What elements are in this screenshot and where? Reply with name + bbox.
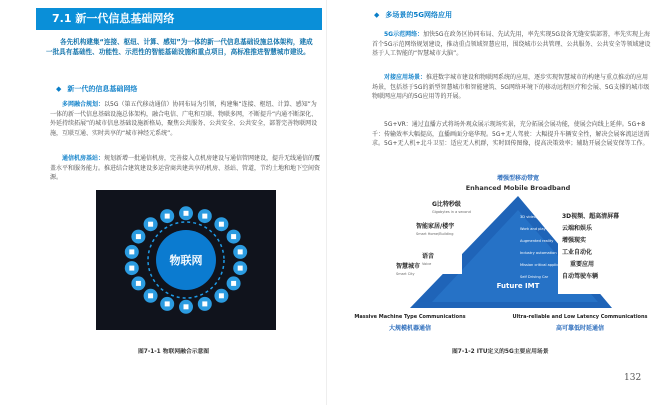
paragraph-station bbox=[50, 154, 322, 183]
iot-node-glyph-icon bbox=[202, 214, 207, 219]
label-rc5: 重要应用 bbox=[570, 261, 595, 268]
label-r6: Self Driving Car bbox=[520, 275, 549, 279]
iot-center-label: 物联网 bbox=[169, 254, 203, 267]
label-r3: Augmented reality bbox=[520, 239, 554, 243]
iot-node-glyph-icon bbox=[231, 234, 236, 239]
intro-paragraph: 各先机构建集“连接、枢纽、计算、感知”为一体的新一代信息基础设施总体架构，建成一批具有基础性、功能性、示范性的智能基础设施和重点项目，高标准推进智慧城市建设。 bbox=[46, 38, 313, 56]
fig-top-en: Enhanced Mobile Broadband bbox=[465, 184, 571, 192]
iot-node-glyph-icon bbox=[148, 222, 153, 227]
keyword-5g-demo: 5G示范网络： bbox=[384, 31, 424, 38]
subhead-network-label: 新一代的信息基础网络 bbox=[67, 85, 138, 93]
label-voice-sub: Voice bbox=[422, 262, 432, 266]
iot-node-glyph-icon bbox=[129, 249, 134, 254]
label-rc6: 自动驾驶车辆 bbox=[562, 273, 599, 280]
iot-node-glyph-icon bbox=[165, 214, 170, 219]
figure-caption-left: 图7-1-1 物联网融合示意图 bbox=[138, 349, 210, 355]
right-column bbox=[330, 0, 657, 405]
page-divider bbox=[326, 0, 327, 405]
label-r2: Work and play in the cloud bbox=[520, 227, 569, 231]
paragraph-scenarios bbox=[372, 73, 652, 102]
text-scenarios: 推进数字城市建设和物联网系统的应用，逐步实现智慧城市的构建与重点推动的应用场景，包括基于5G的新型智慧城市和智能建筑、5G网络环境下的移动远程医疗和会展、5G支撑的城市级物联网应用内的5G应用等的开展。 bbox=[372, 74, 650, 100]
section-title: 7.1 新一代信息基础网络 bbox=[36, 8, 322, 30]
label-future-imt: Future IMT bbox=[496, 282, 540, 290]
label-voice: 语音 bbox=[422, 253, 435, 260]
iot-node-glyph-icon bbox=[238, 266, 243, 271]
label-bl-cn: 大规模机器通信 bbox=[388, 325, 432, 332]
label-r4: Industry automation bbox=[520, 251, 557, 255]
label-home-sub: Smart Home/Building bbox=[416, 232, 454, 236]
label-rc2: 云端和娱乐 bbox=[562, 225, 593, 232]
keyword-multinetwork: 多网融合规划： bbox=[62, 101, 105, 108]
iot-diagram bbox=[96, 190, 276, 330]
label-r1: 3D video, UHD screens bbox=[520, 215, 562, 219]
page-number: 132 bbox=[624, 373, 642, 383]
label-city: 智慧城市 bbox=[396, 263, 421, 270]
iot-figure bbox=[96, 190, 276, 330]
text-station: 规划新增一批通信机房，完善接入点机房建设与通信管网建设，提升无线通信的覆盖水平和服务能力。推进结合建筑建设多运营商共建共享的机房、基站、管道，节约土地和地下空间资源。 bbox=[50, 155, 321, 181]
label-rc3: 增强现实 bbox=[562, 237, 587, 244]
iot-node-glyph-icon bbox=[129, 266, 134, 271]
subhead-network bbox=[56, 84, 137, 94]
label-br-cn: 高可靠低时延通信 bbox=[555, 325, 605, 332]
iot-node-glyph-icon bbox=[136, 281, 141, 286]
iot-node-glyph-icon bbox=[148, 293, 153, 298]
label-home: 智能家居/楼宇 bbox=[416, 223, 455, 230]
label-gb-sub: Gigabytes in a second bbox=[432, 210, 471, 214]
label-gb: G比特秒级 bbox=[432, 201, 461, 208]
iot-node-glyph-icon bbox=[136, 234, 141, 239]
iot-node-glyph-icon bbox=[202, 301, 207, 306]
paragraph-5g-vr: 5G+VR：通过直播方式将场外观众展示现场实景，充分拓展会展功能，使展会向线上延伸。5G+8千：传输效率大幅提高，直播画面分毫华现。5G+无人驾驶：大幅提升车辆安全性，解决会展客流运送需求。5G+无人机+北斗卫星：适应无人机群，实时回传图像，提高决策效率；辅助开展会展安保等工作。 bbox=[372, 121, 650, 147]
label-br-en: Ultra-reliable and Low Latency Communications bbox=[512, 314, 648, 320]
subhead-5g-label: 多场景的5G网络应用 bbox=[385, 11, 453, 19]
label-bl-en: Massive Machine Type Communications bbox=[354, 314, 466, 320]
diamond-bullet-icon: ◆ bbox=[56, 85, 62, 93]
iot-node-glyph-icon bbox=[184, 211, 189, 216]
subhead-5g bbox=[374, 10, 452, 20]
itu-5g-diagram bbox=[354, 170, 648, 340]
label-r5: Mission critical application bbox=[520, 263, 568, 267]
keyword-station: 通信机房基站： bbox=[62, 155, 105, 162]
keyword-scenarios: 对接应用场景： bbox=[384, 74, 427, 81]
paragraph-multinetwork bbox=[50, 100, 322, 138]
text-5g-demo: 加快5G在政务区协同布局、先试先用，率先实现5G设备无缝安装部署，率先实现上海首个5G示范网络规划建设，推动重点领域智慧应用，围绕城市公共管理、公共服务、公共安全等领域建设基于人工智能的“智慧城市大脑”。 bbox=[372, 31, 651, 57]
label-rc1: 3D视频、超高清屏幕 bbox=[562, 213, 620, 220]
iot-node-glyph-icon bbox=[219, 293, 224, 298]
iot-node-glyph-icon bbox=[165, 301, 170, 306]
paragraph-5g-demo bbox=[372, 30, 652, 59]
fig-top-cn: 增强型移动带宽 bbox=[496, 175, 540, 182]
left-column bbox=[0, 0, 322, 405]
iot-node-glyph-icon bbox=[231, 281, 236, 286]
iot-node-glyph-icon bbox=[184, 304, 189, 309]
label-city-sub: Smart City bbox=[396, 272, 415, 276]
text-multinetwork: 以5G（第五代移动通信）协同布局为引领，构建集“连接、枢纽、计算、感知”为一体的新一代信息基础设施总体架构，融合电信、广电和互联、物联多网，不断提升“内通不断深化、外延持续拓展”的城市信息基础设施新格局，聚焦公共服务、公共安全、公共安全，部署完善物联网设施，互联互通、实时共享的“城市神经元系统”。 bbox=[50, 101, 318, 137]
iot-node-glyph-icon bbox=[219, 222, 224, 227]
iot-node-glyph-icon bbox=[238, 249, 243, 254]
diamond-bullet-icon: ◆ bbox=[374, 11, 380, 19]
label-rc4: 工业自动化 bbox=[562, 249, 593, 256]
figure-caption-right: 图7-1-2 ITU定义的5G主要应用场景 bbox=[452, 349, 549, 355]
